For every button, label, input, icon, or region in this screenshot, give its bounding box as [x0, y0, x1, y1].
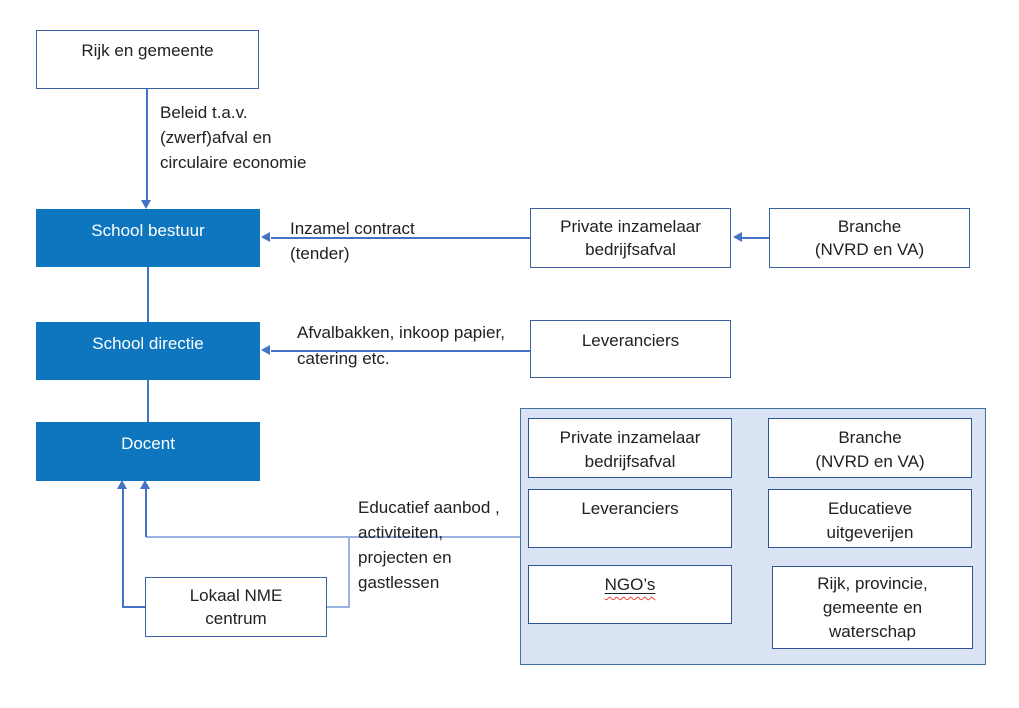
panel-item-branche-line2: (NVRD en VA) — [815, 452, 925, 471]
connector-nme-right-horizontal — [327, 606, 349, 608]
arrowhead-up-docent-left — [117, 480, 127, 489]
panel-item-leveranciers — [528, 489, 732, 548]
node-lokaal-nme-centrum — [145, 577, 327, 637]
node-private-inzamelaar-line2: bedrijfsafval — [585, 240, 676, 259]
node-branche-line1: Branche — [837, 217, 902, 236]
connector-nme-left-horizontal — [122, 606, 145, 608]
connector-rijk-to-bestuur — [146, 89, 148, 200]
node-branche — [769, 208, 970, 268]
arrowhead-left-private-inzamelaar — [733, 232, 742, 242]
panel-item-ngos-line1 — [529, 573, 731, 597]
panel-item-branche-line1: Branche — [838, 428, 902, 447]
panel-item-educatieve-uitgeverijen — [768, 489, 972, 548]
connector-bestuur-to-directie — [147, 267, 149, 322]
node-private-inzamelaar — [530, 208, 731, 268]
panel-item-private-line2: bedrijfsafval — [584, 452, 676, 471]
panel-item-rijk-line1: Rijk, provincie, — [817, 574, 928, 593]
ngos-spellcheck-underline: NGO’s — [604, 575, 656, 594]
connector-branche-to-private — [742, 237, 769, 239]
node-docent-label: Docent — [121, 434, 175, 453]
label-beleid-line2: (zwerf)afval en — [160, 128, 272, 147]
label-beleid-line3: circulaire economie — [160, 153, 307, 172]
panel-item-private-inzamelaar — [528, 418, 732, 478]
node-lokaal-nme-line1: Lokaal NME — [189, 586, 283, 605]
node-school-directie — [36, 322, 260, 380]
label-inzamel-contract — [290, 216, 415, 266]
label-educatief-line3: projecten en — [358, 548, 452, 567]
node-school-directie-label: School directie — [92, 334, 204, 353]
node-rijk-en-gemeente-label: Rijk en gemeente — [81, 41, 214, 60]
panel-item-educatieve-line2: uitgeverijen — [826, 523, 914, 542]
arrowhead-down-school-bestuur — [141, 200, 151, 209]
panel-item-branche — [768, 418, 972, 478]
panel-item-rijk-line2: gemeente en — [822, 598, 923, 617]
node-private-inzamelaar-line1: Private inzamelaar — [560, 217, 701, 236]
connector-nme-to-docent — [122, 489, 124, 607]
node-lokaal-nme-line2: centrum — [205, 609, 267, 628]
node-school-bestuur — [36, 209, 260, 267]
arrowhead-left-school-directie — [261, 345, 270, 355]
ngos-underline — [605, 575, 656, 594]
label-afvalbakken — [297, 320, 505, 372]
connector-directie-to-docent — [147, 380, 149, 422]
label-beleid — [160, 100, 306, 175]
label-inzamel-line1: Inzamel contract — [290, 219, 415, 238]
node-leveranciers — [530, 320, 731, 378]
panel-item-rijk-line3: waterschap — [829, 622, 916, 641]
arrowhead-up-docent-right — [140, 480, 150, 489]
panel-item-rijk-provincie — [772, 566, 973, 649]
label-educatief-line2: activiteiten, — [358, 523, 444, 542]
panel-item-private-line1: Private inzamelaar — [559, 428, 701, 447]
label-beleid-line1: Beleid t.a.v. — [160, 103, 248, 122]
arrowhead-left-school-bestuur — [261, 232, 270, 242]
label-educatief-aanbod — [358, 495, 500, 595]
node-school-bestuur-label: School bestuur — [91, 221, 205, 240]
connector-panel-to-docent-vertical — [145, 489, 147, 537]
label-educatief-line1: Educatief aanbod , — [358, 498, 500, 517]
panel-item-ngos — [528, 565, 732, 624]
connector-nme-right-vertical — [348, 536, 350, 608]
label-educatief-line4: gastlessen — [358, 573, 440, 592]
panel-item-educatieve-line1: Educatieve — [827, 499, 913, 518]
label-afvalbakken-line1: Afvalbakken, inkoop papier, — [297, 323, 505, 342]
node-rijk-en-gemeente — [36, 30, 259, 89]
label-afvalbakken-line2: catering etc. — [297, 349, 390, 368]
label-inzamel-line2: (tender) — [290, 244, 350, 263]
node-branche-line2: (NVRD en VA) — [814, 240, 925, 259]
node-docent — [36, 422, 260, 481]
node-leveranciers-label: Leveranciers — [581, 331, 680, 350]
panel-item-leveranciers-line1: Leveranciers — [581, 499, 679, 518]
